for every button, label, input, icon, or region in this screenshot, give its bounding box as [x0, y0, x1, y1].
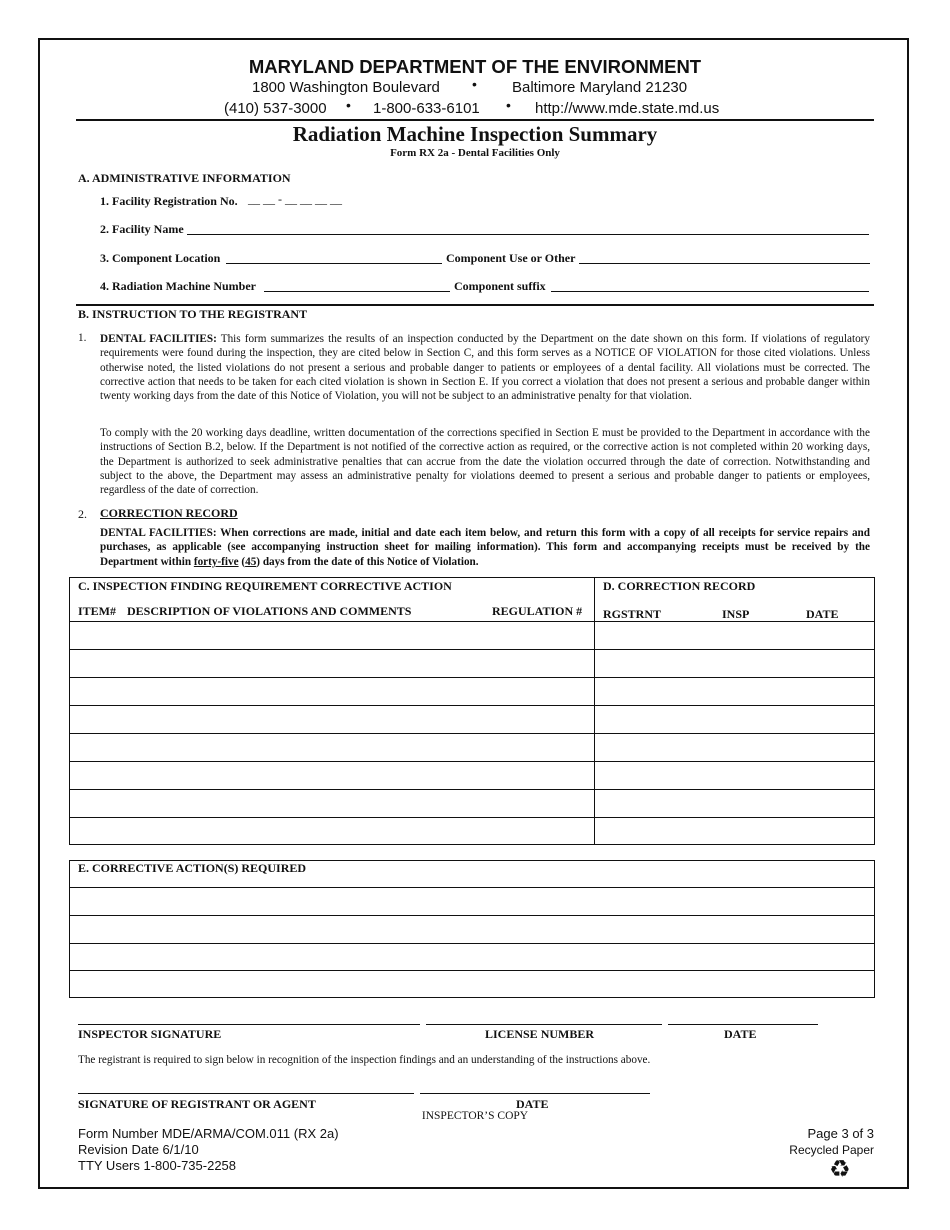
section-b-heading: B. INSTRUCTION TO THE REGISTRANT	[78, 307, 308, 321]
col-insp: INSP	[722, 607, 750, 621]
table-row[interactable]	[69, 943, 875, 944]
item2-heading: CORRECTION RECORD	[100, 506, 238, 520]
table-row[interactable]	[69, 677, 875, 678]
agency-city: Baltimore Maryland 21230	[512, 79, 688, 96]
component-suffix-field[interactable]	[551, 291, 869, 292]
license-number-label: LICENSE NUMBER	[485, 1027, 595, 1041]
license-number-line[interactable]	[426, 1024, 662, 1025]
col-rgstrnt: RGSTRNT	[603, 607, 662, 621]
table-row[interactable]	[69, 705, 875, 706]
tty-number: TTY Users 1-800-735-2258	[78, 1158, 237, 1173]
inspector-date-label: DATE	[724, 1027, 757, 1041]
findings-table-divider	[594, 577, 595, 845]
table-row[interactable]	[69, 887, 875, 888]
agency-website[interactable]: http://www.mde.state.md.us	[535, 100, 720, 117]
section-b-divider	[76, 304, 874, 306]
header-divider	[76, 119, 874, 121]
header-bullet: •	[506, 97, 511, 113]
item2-days-num: 45	[245, 555, 257, 568]
item2-text-a: DENTAL FACILITIES: When corrections are made, initial and date each item below, and return this form with a copy of all receipts for service repairs and purchases, as applicable (see accompanying instruction sheet for mailing information). This form and accompanying receipts must be received by the Department within	[100, 527, 870, 568]
section-e-heading: E. CORRECTIVE ACTION(S) REQUIRED	[78, 861, 307, 875]
registrant-signature-line[interactable]	[78, 1093, 414, 1094]
table-row[interactable]	[69, 970, 875, 971]
item2-days-open: (	[238, 555, 246, 568]
section-a-heading: A. ADMINISTRATIVE INFORMATION	[78, 171, 291, 185]
table-row[interactable]	[69, 915, 875, 916]
item1-text: This form summarizes the results of an inspection conducted by the Department on the date shown on this form. If violations of regulatory requirements were found during the inspection, they are cited below in Section C, and this form serves as a NOTICE OF VIOLATION for those cited violations. Unless otherwise noted, the listed violations do not present a serious and probable danger to patients or employees of a dental facility. All violations must be corrected. The corrective action that needs to be taken for each cited violation is shown in Section E. If you correct a violation that does not present a serious and probable danger within twenty working days from the date of this Notice of Violation, you will not be subject to an administrative penalty for that violation.	[100, 333, 870, 403]
form-title: Radiation Machine Inspection Summary	[292, 122, 658, 146]
agency-street: 1800 Washington Boulevard	[252, 79, 440, 96]
section-d-heading: D. CORRECTION RECORD	[603, 579, 756, 593]
col-regulation: REGULATION #	[492, 604, 583, 618]
component-use-label: Component Use or Other	[446, 251, 576, 265]
component-location-field[interactable]	[226, 263, 442, 264]
form-number: Form Number MDE/ARMA/COM.011 (RX 2a)	[78, 1126, 339, 1141]
table-row[interactable]	[69, 817, 875, 818]
facility-registration-label: 1. Facility Registration No.	[100, 194, 238, 208]
col-description: DESCRIPTION OF VIOLATIONS AND COMMENTS	[127, 604, 412, 618]
item2-number: 2.	[78, 507, 87, 521]
agency-tollfree: 1-800-633-6101	[373, 100, 480, 117]
revision-date: Revision Date 6/1/10	[78, 1142, 199, 1157]
registrant-date-label: DATE	[516, 1097, 549, 1111]
table-row[interactable]	[69, 789, 875, 790]
item2-days-word: forty-five	[193, 555, 239, 568]
item1-paragraph	[100, 332, 870, 403]
page-number: Page 3 of 3	[807, 1126, 874, 1141]
radiation-machine-number-field[interactable]	[264, 291, 450, 292]
item1-paragraph-2: To comply with the 20 working days deadline, written documentation of the corrections specified in Section E must be provided to the Department in accordance with the instructions of Section B.2, below. If the Department is not notified of the corrective action as required, or the corrective action is not completed within 20 working days, the Department is authorized to seek administrative penalties that can accrue from the date the violation occurred through the date of correction. Notwithstanding and subject to the above, the Department may assess an administrative penalty for violations deemed to present a serious and probable danger to patients or employees, regardless of the date of correction.	[100, 427, 870, 497]
recycled-paper-label: Recycled Paper	[789, 1143, 874, 1157]
table-row[interactable]	[69, 733, 875, 734]
facility-registration-blanks[interactable]: __ __ - __ __ __ __	[248, 192, 342, 206]
component-location-label: 3. Component Location	[100, 251, 221, 265]
agency-phone: (410) 537-3000	[224, 100, 327, 117]
table-row[interactable]	[69, 649, 875, 650]
inspector-signature-line[interactable]	[78, 1024, 420, 1025]
header-bullet: •	[346, 97, 351, 113]
inspector-signature-label: INSPECTOR SIGNATURE	[78, 1027, 222, 1041]
recycle-icon: ♻	[829, 1155, 851, 1183]
item1-number: 1.	[78, 332, 87, 344]
agency-name: MARYLAND DEPARTMENT OF THE ENVIRONMENT	[248, 56, 702, 77]
component-use-field[interactable]	[579, 263, 870, 264]
table-row[interactable]	[69, 621, 875, 622]
facility-name-field[interactable]	[187, 234, 869, 235]
inspector-copy-label: INSPECTOR’S COPY	[421, 1110, 529, 1122]
corrective-actions-table	[69, 860, 875, 998]
registrant-signature-label: SIGNATURE OF REGISTRANT OR AGENT	[78, 1097, 316, 1111]
inspector-date-line[interactable]	[668, 1024, 818, 1025]
item2-text-b: ) days from the date of this Notice of Violation.	[256, 555, 479, 568]
registrant-date-line[interactable]	[420, 1093, 650, 1094]
component-suffix-label: Component suffix	[454, 279, 546, 293]
item2-paragraph	[100, 526, 870, 569]
radiation-machine-number-label: 4. Radiation Machine Number	[100, 279, 256, 293]
item1-lead: DENTAL FACILITIES:	[100, 333, 217, 345]
registrant-note: The registrant is required to sign below in recognition of the inspection findings and an understanding of the instructions above.	[78, 1054, 651, 1066]
table-row[interactable]	[69, 761, 875, 762]
form-subtitle: Form RX 2a - Dental Facilities Only	[390, 147, 560, 159]
facility-name-label: 2. Facility Name	[100, 222, 184, 236]
col-date: DATE	[806, 607, 839, 621]
col-item: ITEM#	[78, 604, 117, 618]
header-bullet: •	[472, 76, 477, 92]
section-c-heading: C. INSPECTION FINDING REQUIREMENT CORRECTIVE ACTION	[78, 579, 452, 593]
